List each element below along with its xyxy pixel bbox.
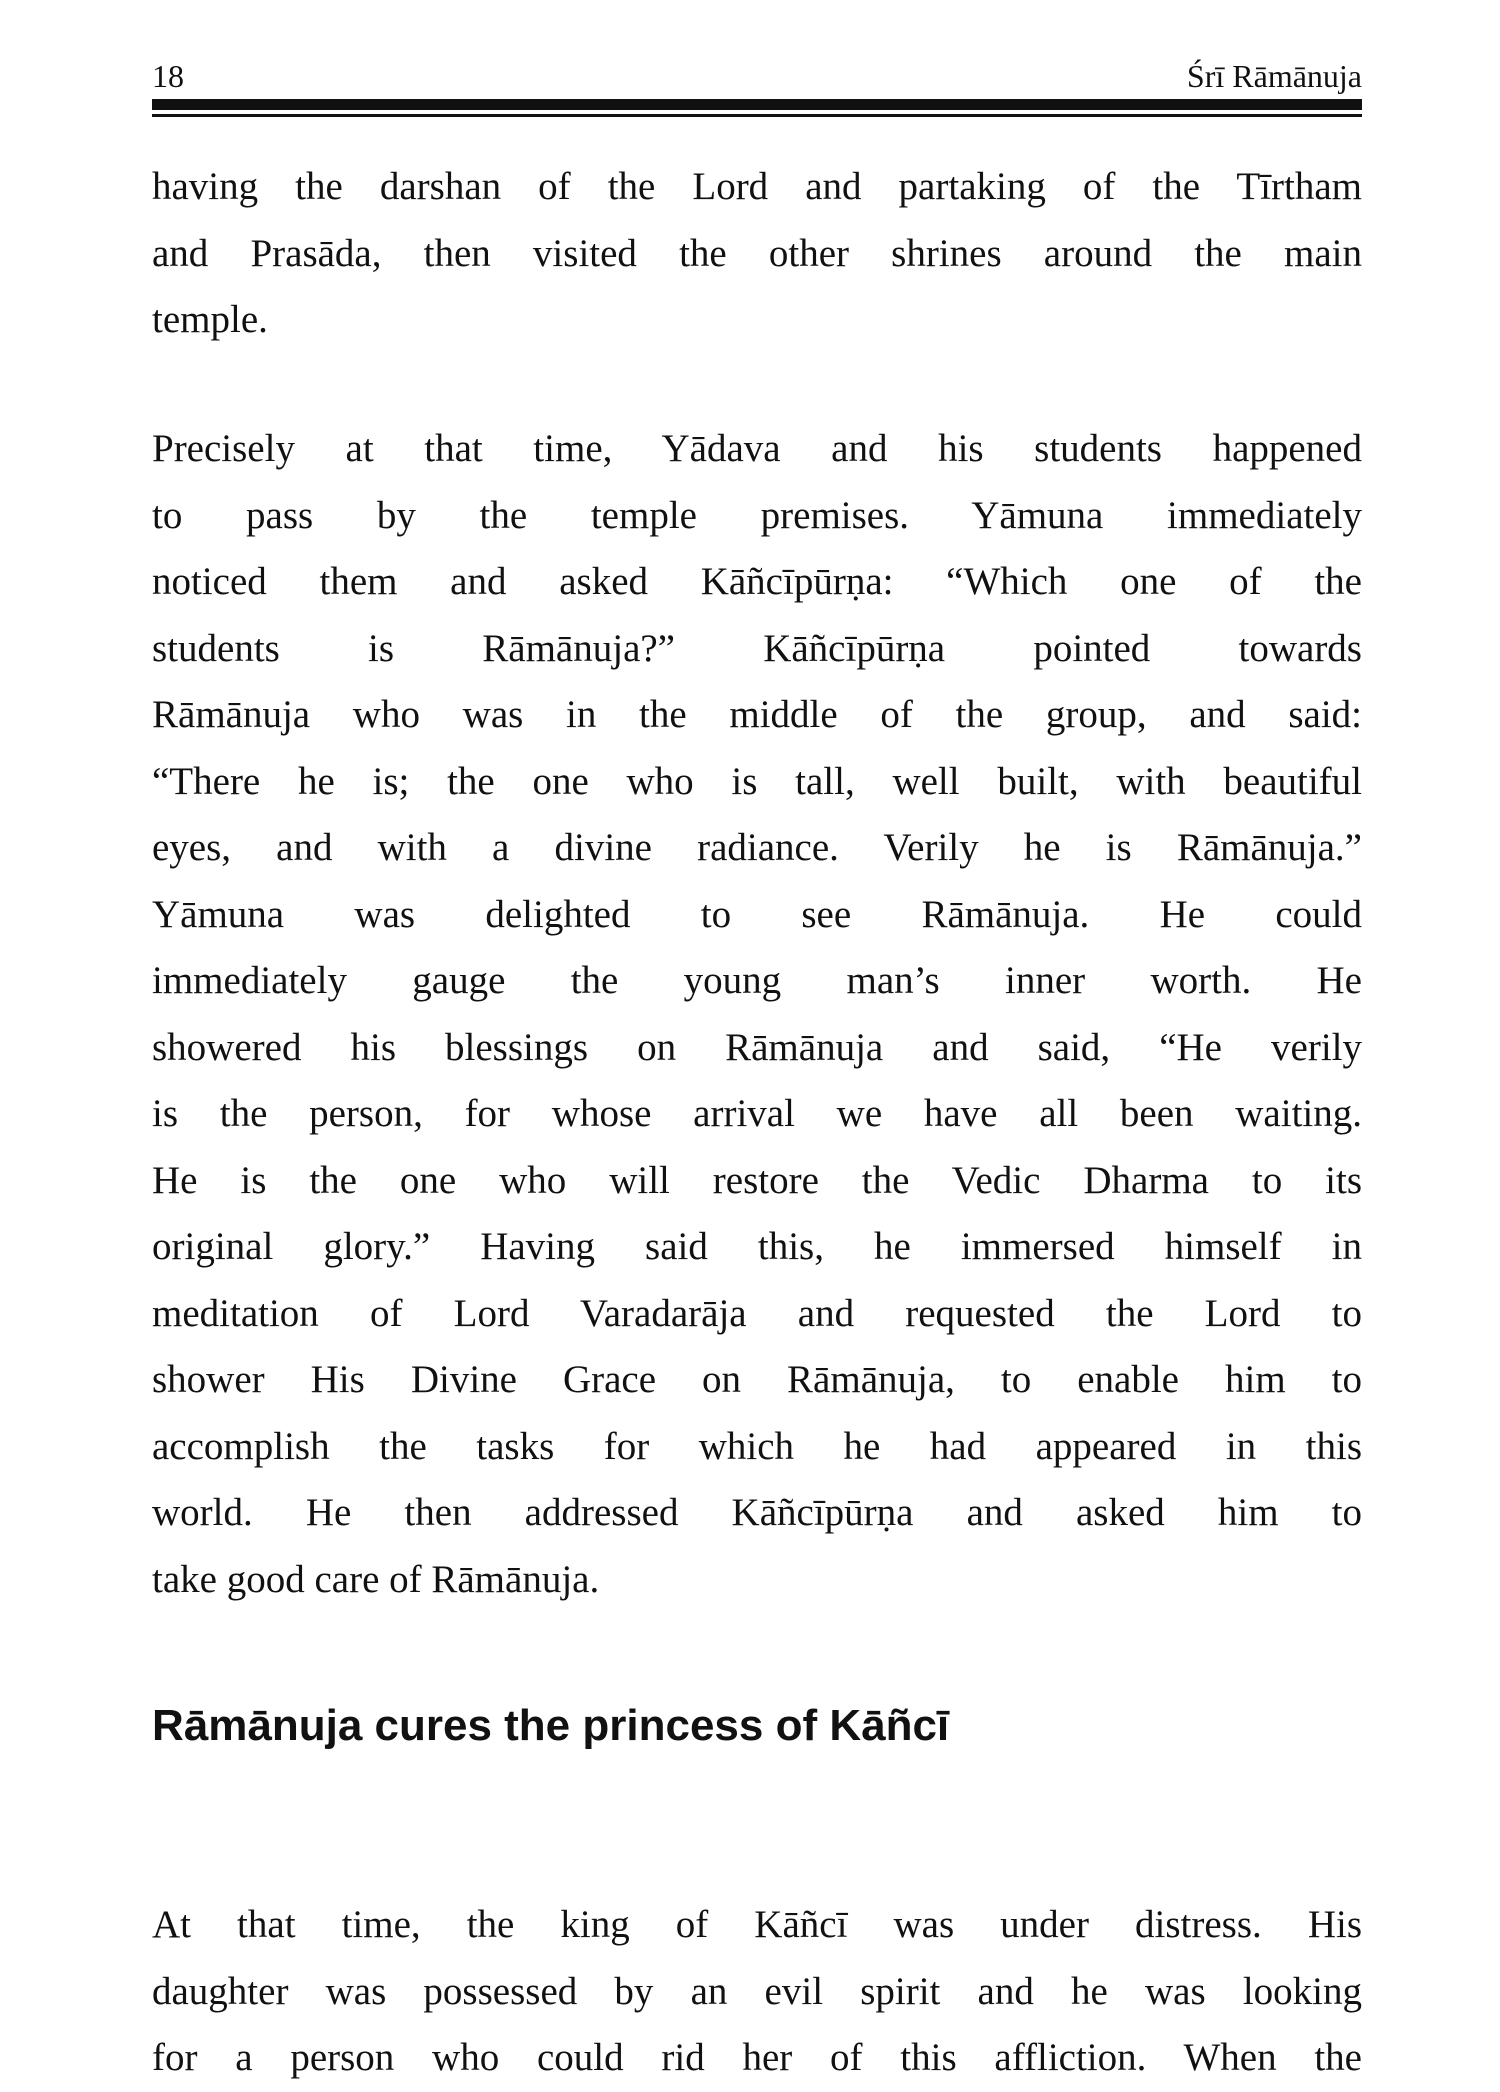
text-line: meditation of Lord Varadarāja and requested the Lord to xyxy=(152,1291,1362,1335)
text-line: take good care of Rāmānuja. xyxy=(152,1557,600,1601)
running-title: Śrī Rāmānuja xyxy=(1186,58,1362,94)
text-line: temple. xyxy=(152,298,268,341)
text-line: He is the one who will restore the Vedic Dharma to its xyxy=(152,1158,1362,1202)
text-line: At that time, the king of Kāñcī was under distress. His xyxy=(152,1903,1362,1946)
text-line: to pass by the temple premises. Yāmuna immediately xyxy=(152,493,1362,537)
text-line: immediately gauge the young man’s inner worth. He xyxy=(152,959,1362,1002)
text-line: daughter was possessed by an evil spirit and he was looking xyxy=(152,1969,1362,2013)
text-line: accomplish the tasks for which he had appeared in this xyxy=(152,1424,1362,1468)
text-line: and Prasāda, then visited the other shrines around the main xyxy=(152,231,1362,275)
paragraph-1 xyxy=(152,154,1362,354)
paragraph-3 xyxy=(152,1892,1362,2092)
text-line: showered his blessings on Rāmānuja and said, “He verily xyxy=(152,1025,1362,1069)
text-line: world. He then addressed Kāñcīpūrṇa and asked him to xyxy=(152,1491,1362,1534)
text-line: having the darshan of the Lord and partaking of the Tīrtham xyxy=(152,165,1362,208)
text-line: noticed them and asked Kāñcīpūrṇa: “Which one of the xyxy=(152,560,1362,603)
text-line: is the person, for whose arrival we have all been waiting. xyxy=(152,1092,1362,1135)
text-line: for a person who could rid her of this affliction. When the xyxy=(152,2036,1362,2079)
text-line: eyes, and with a divine radiance. Verily he is Rāmānuja.” xyxy=(152,826,1362,869)
header-rule-thin xyxy=(152,114,1362,117)
page-header xyxy=(152,52,1362,94)
text-line: shower His Divine Grace on Rāmānuja, to enable him to xyxy=(152,1358,1362,1401)
header-rule-thick xyxy=(152,99,1362,110)
page-number: 18 xyxy=(152,58,184,94)
paragraph-2 xyxy=(152,416,1362,1613)
text-line: “There he is; the one who is tall, well built, with beautiful xyxy=(152,759,1362,803)
text-line: Rāmānuja who was in the middle of the group, and said: xyxy=(152,693,1362,736)
text-line: students is Rāmānuja?” Kāñcīpūrṇa pointed towards xyxy=(152,626,1362,670)
text-line: Precisely at that time, Yādava and his students happened xyxy=(152,427,1362,470)
text-line: Yāmuna was delighted to see Rāmānuja. He could xyxy=(152,892,1362,936)
section-heading: Rāmānuja cures the princess of Kāñcī xyxy=(152,1701,950,1750)
book-page xyxy=(152,52,1362,2079)
text-line: original glory.” Having said this, he immersed himself in xyxy=(152,1225,1362,1268)
